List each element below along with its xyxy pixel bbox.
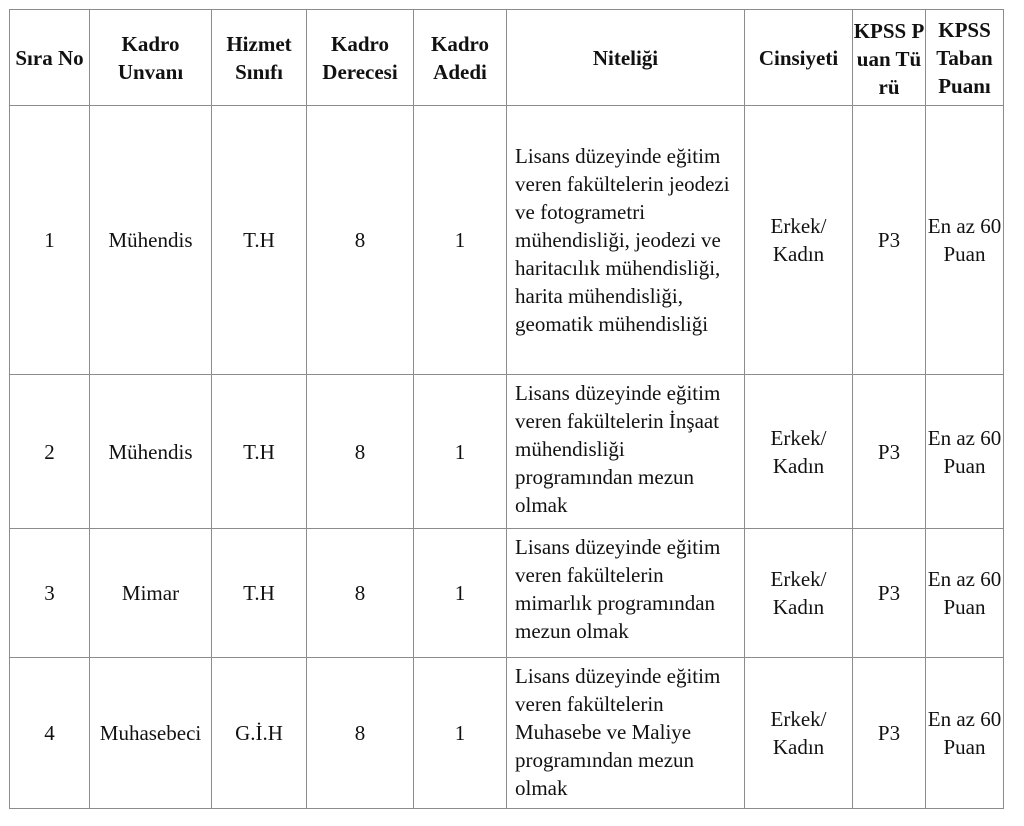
header-sira-no: Sıra No [10, 10, 90, 106]
cell-sira-no: 4 [10, 658, 90, 809]
cell-kadro-unvani: Mühendis [90, 375, 212, 529]
table-row [10, 375, 1004, 529]
cell-hizmet-sinifi: T.H [212, 106, 307, 375]
cell-kpss-puan-turu: P3 [853, 658, 926, 809]
cell-kpss-puan-turu: P3 [853, 106, 926, 375]
cell-cinsiyeti: Erkek/ Kadın [745, 529, 853, 658]
header-cinsiyeti: Cinsiyeti [745, 10, 853, 106]
cell-kpss-taban-puani: En az 60 Puan [926, 658, 1004, 809]
cell-kpss-puan-turu: P3 [853, 375, 926, 529]
header-kpss-taban-puani: KPSS Taban Puanı [926, 10, 1004, 106]
cell-niteligi: Lisans düzeyinde eğitim veren fakültelerin mimarlık programından mezun olmak [507, 529, 745, 658]
cell-hizmet-sinifi: T.H [212, 529, 307, 658]
cell-cinsiyeti: Erkek/ Kadın [745, 658, 853, 809]
cell-hizmet-sinifi: T.H [212, 375, 307, 529]
header-kadro-unvani: Kadro Unvanı [90, 10, 212, 106]
header-kpss-puan-turu: KPSS Puan Türü [853, 10, 926, 106]
header-kadro-adedi: Kadro Adedi [414, 10, 507, 106]
cell-sira-no: 3 [10, 529, 90, 658]
cell-kadro-derecesi: 8 [307, 106, 414, 375]
table-row [10, 106, 1004, 375]
cell-kpss-puan-turu: P3 [853, 529, 926, 658]
cell-niteligi: Lisans düzeyinde eğitim veren fakültelerin Muhasebe ve Maliye programından mezun olmak [507, 658, 745, 809]
table-row [10, 529, 1004, 658]
cell-cinsiyeti: Erkek/ Kadın [745, 106, 853, 375]
cell-kadro-adedi: 1 [414, 375, 507, 529]
cell-kadro-adedi: 1 [414, 529, 507, 658]
table-row [10, 658, 1004, 809]
cell-niteligi: Lisans düzeyinde eğitim veren fakültelerin jeodezi ve fotogrametri mühendisliği, jeodezi ve haritacılık mühendisliği, harita mühendisliği, geomatik mühendisliği [507, 106, 745, 375]
header-kadro-derecesi: Kadro Derecesi [307, 10, 414, 106]
cell-kadro-adedi: 1 [414, 106, 507, 375]
cell-kadro-unvani: Mühendis [90, 106, 212, 375]
cell-niteligi: Lisans düzeyinde eğitim veren fakültelerin İnşaat mühendisliği programından mezun olmak [507, 375, 745, 529]
cell-kpss-taban-puani: En az 60 Puan [926, 106, 1004, 375]
kadro-table [9, 9, 1004, 809]
kadro-table-wrapper [9, 9, 1003, 809]
cell-hizmet-sinifi: G.İ.H [212, 658, 307, 809]
cell-kpss-taban-puani: En az 60 Puan [926, 529, 1004, 658]
cell-kpss-taban-puani: En az 60 Puan [926, 375, 1004, 529]
cell-sira-no: 1 [10, 106, 90, 375]
cell-kadro-derecesi: 8 [307, 375, 414, 529]
header-niteligi: Niteliği [507, 10, 745, 106]
cell-cinsiyeti: Erkek/ Kadın [745, 375, 853, 529]
cell-kadro-unvani: Muhasebeci [90, 658, 212, 809]
cell-kadro-derecesi: 8 [307, 529, 414, 658]
cell-kadro-unvani: Mimar [90, 529, 212, 658]
header-hizmet-sinifi: Hizmet Sınıfı [212, 10, 307, 106]
cell-kadro-adedi: 1 [414, 658, 507, 809]
cell-kadro-derecesi: 8 [307, 658, 414, 809]
cell-sira-no: 2 [10, 375, 90, 529]
header-row [10, 10, 1004, 106]
